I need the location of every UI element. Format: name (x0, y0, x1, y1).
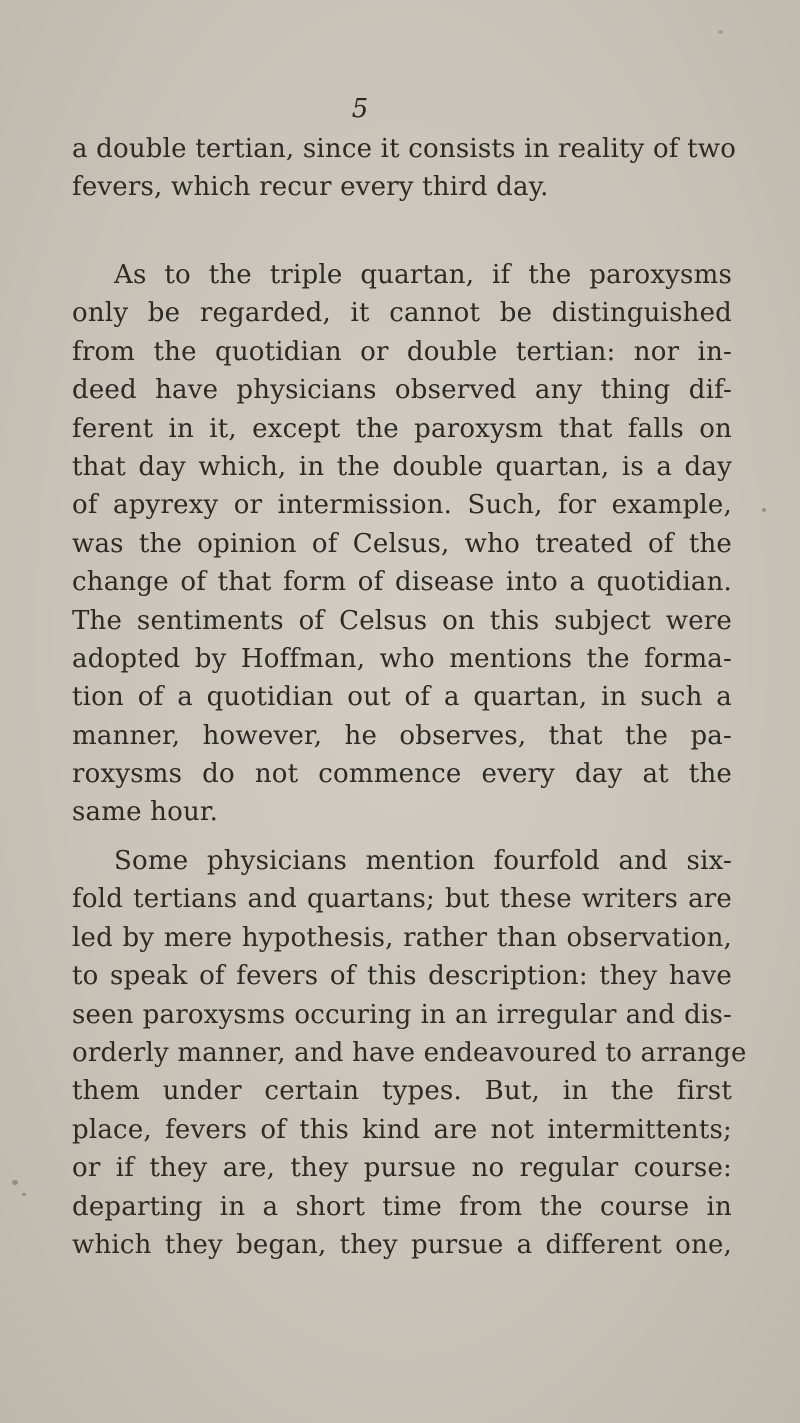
text-line: change of that form of disease into a quotidian. (72, 567, 732, 598)
text-line: manner, however, he observes, that the pa- (72, 720, 732, 751)
text-line: The sentiments of Celsus on this subject were (72, 605, 732, 636)
text-line: seen paroxysms occuring in an irregular and dis- (72, 999, 732, 1030)
text-line: was the opinion of Celsus, who treated of the (72, 528, 732, 559)
text-line: tion of a quotidian out of a quartan, in such a (72, 682, 732, 713)
text-line: to speak of fevers of this description: they have (72, 961, 732, 992)
text-line: which they began, they pursue a different one, (72, 1229, 732, 1260)
text-line: that day which, in the double quartan, is a day (72, 451, 732, 482)
paper-speck (718, 30, 723, 34)
text-line: As to the triple quartan, if the paroxysms (114, 260, 732, 290)
text-line: led by mere hypothesis, rather than observation, (72, 922, 732, 953)
text-line: or if they are, they pursue no regular course: (72, 1153, 732, 1184)
paragraph-3 (72, 842, 747, 1264)
paper-speck (762, 508, 766, 512)
text-line: from the quotidian or double tertian: nor in- (72, 336, 732, 367)
page-number: 5 (351, 94, 369, 124)
text-line: them under certain types. But, in the first (72, 1076, 732, 1107)
text-line: roxysms do not commence every day at the (72, 759, 732, 790)
text-line: ferent in it, except the paroxysm that falls on (72, 413, 732, 444)
text-line: adopted by Hoffman, who mentions the forma- (72, 643, 732, 674)
text-line: fold tertians and quartans; but these writers are (72, 884, 732, 915)
text-line: Some physicians mention fourfold and six- (114, 846, 732, 876)
paragraph-1 (72, 130, 737, 207)
paper-speck (22, 1193, 26, 1196)
paper-speck (12, 1180, 18, 1185)
text-line: only be regarded, it cannot be distinguished (72, 298, 732, 329)
text-line: of apyrexy or intermission. Such, for example, (72, 490, 732, 521)
text-line: orderly manner, and have endeavoured to arrange (72, 1037, 747, 1068)
text-line: deed have physicians observed any thing dif- (72, 375, 732, 406)
paragraph-2 (72, 256, 732, 832)
text-line: fevers, which recur every third day. (72, 172, 549, 203)
text-line: departing in a short time from the course in (72, 1191, 732, 1222)
text-line: place, fevers of this kind are not intermittents; (72, 1114, 732, 1145)
text-line: same hour. (72, 797, 219, 828)
text-line: a double tertian, since it consists in reality of two (72, 134, 737, 164)
